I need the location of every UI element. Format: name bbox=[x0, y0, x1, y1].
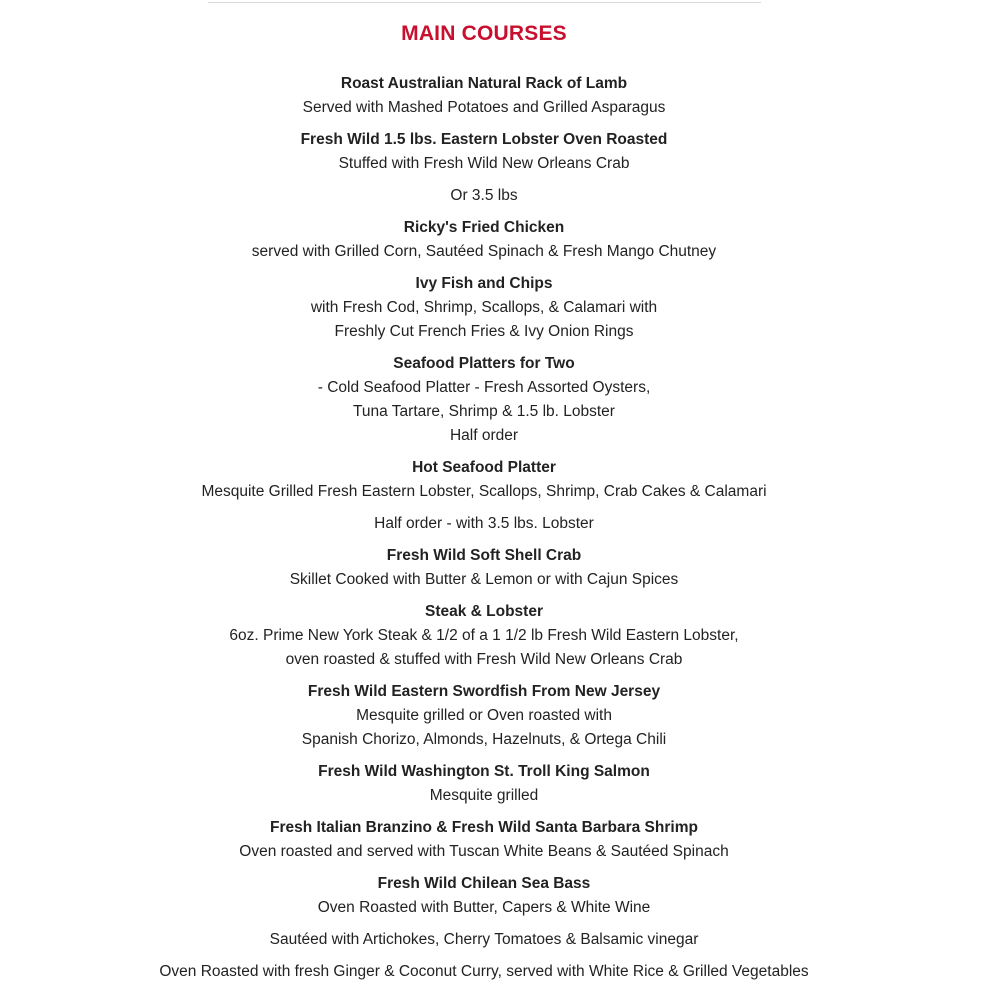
menu-item-description: Mesquite Grilled Fresh Eastern Lobster, Scallops, Shrimp, Crab Cakes & Calamari bbox=[201, 483, 767, 500]
top-divider bbox=[208, 2, 761, 3]
menu-item-name: Steak & Lobster bbox=[424, 603, 543, 620]
menu-item-note: Or 3.5 lbs bbox=[450, 187, 518, 204]
menu-item bbox=[0, 128, 968, 176]
menu-item-name: Ivy Fish and Chips bbox=[415, 275, 553, 292]
menu-item-name: Ricky's Fried Chicken bbox=[403, 219, 565, 236]
menu-item bbox=[0, 72, 968, 120]
menu-item bbox=[0, 872, 968, 920]
menu-item-description: Skillet Cooked with Butter & Lemon or with Cajun Spices bbox=[289, 571, 679, 588]
menu-item-name: Fresh Wild Chilean Sea Bass bbox=[377, 875, 591, 892]
menu-item-name: Fresh Italian Branzino & Fresh Wild Santa Barbara Shrimp bbox=[270, 819, 698, 836]
menu-item-note: Half order - with 3.5 lbs. Lobster bbox=[374, 515, 594, 532]
menu-item-description: Mesquite grilled bbox=[429, 787, 539, 804]
menu-item bbox=[0, 600, 968, 672]
menu-item-name: Fresh Wild Washington St. Troll King Salmon bbox=[318, 763, 650, 780]
menu-item bbox=[0, 816, 968, 864]
menu-item-description: Mesquite grilled or Oven roasted with bbox=[356, 707, 612, 724]
menu-item-name: Fresh Wild Soft Shell Crab bbox=[386, 547, 582, 564]
menu-list bbox=[0, 72, 968, 992]
menu-item-name: Fresh Wild 1.5 lbs. Eastern Lobster Oven Roasted bbox=[300, 131, 668, 148]
menu-item-description: 6oz. Prime New York Steak & 1/2 of a 1 1/2 lb Fresh Wild Eastern Lobster, bbox=[229, 627, 739, 644]
menu-item-description: - Cold Seafood Platter - Fresh Assorted Oysters, bbox=[317, 379, 651, 396]
menu-item-description: Tuna Tartare, Shrimp & 1.5 lb. Lobster bbox=[353, 403, 615, 420]
menu-item-name: Hot Seafood Platter bbox=[412, 459, 556, 476]
menu-item-description: with Fresh Cod, Shrimp, Scallops, & Calamari with bbox=[310, 299, 658, 316]
menu-item-description: Spanish Chorizo, Almonds, Hazelnuts, & Ortega Chili bbox=[301, 731, 667, 748]
menu-item-description: oven roasted & stuffed with Fresh Wild New Orleans Crab bbox=[285, 651, 683, 668]
menu-item bbox=[0, 680, 968, 752]
menu-item-description: Oven roasted and served with Tuscan White Beans & Sautéed Spinach bbox=[239, 843, 729, 860]
menu-item-name: Fresh Wild Eastern Swordfish From New Jersey bbox=[307, 683, 661, 700]
menu-item-name: Seafood Platters for Two bbox=[393, 355, 575, 372]
section-title: MAIN COURSES bbox=[401, 22, 567, 45]
menu-item bbox=[0, 272, 968, 344]
menu-item-description: Stuffed with Fresh Wild New Orleans Crab bbox=[338, 155, 630, 172]
menu-item-description: served with Grilled Corn, Sautéed Spinach & Fresh Mango Chutney bbox=[251, 243, 717, 260]
menu-item-description: Oven Roasted with Butter, Capers & White Wine bbox=[317, 899, 651, 916]
menu-item bbox=[0, 760, 968, 808]
menu-item bbox=[0, 352, 968, 448]
menu-item-description: Served with Mashed Potatoes and Grilled Asparagus bbox=[302, 99, 666, 116]
menu-item-note: Oven Roasted with fresh Ginger & Coconut Curry, served with White Rice & Grilled Vegetables bbox=[159, 963, 809, 980]
menu-item bbox=[0, 544, 968, 592]
menu-item bbox=[0, 216, 968, 264]
menu-item-description: Freshly Cut French Fries & Ivy Onion Rings bbox=[334, 323, 634, 340]
menu-item-name: Roast Australian Natural Rack of Lamb bbox=[340, 75, 628, 92]
menu-item-description: Half order bbox=[449, 427, 519, 444]
menu-item bbox=[0, 456, 968, 504]
menu-item-note: Sautéed with Artichokes, Cherry Tomatoes & Balsamic vinegar bbox=[269, 931, 699, 948]
